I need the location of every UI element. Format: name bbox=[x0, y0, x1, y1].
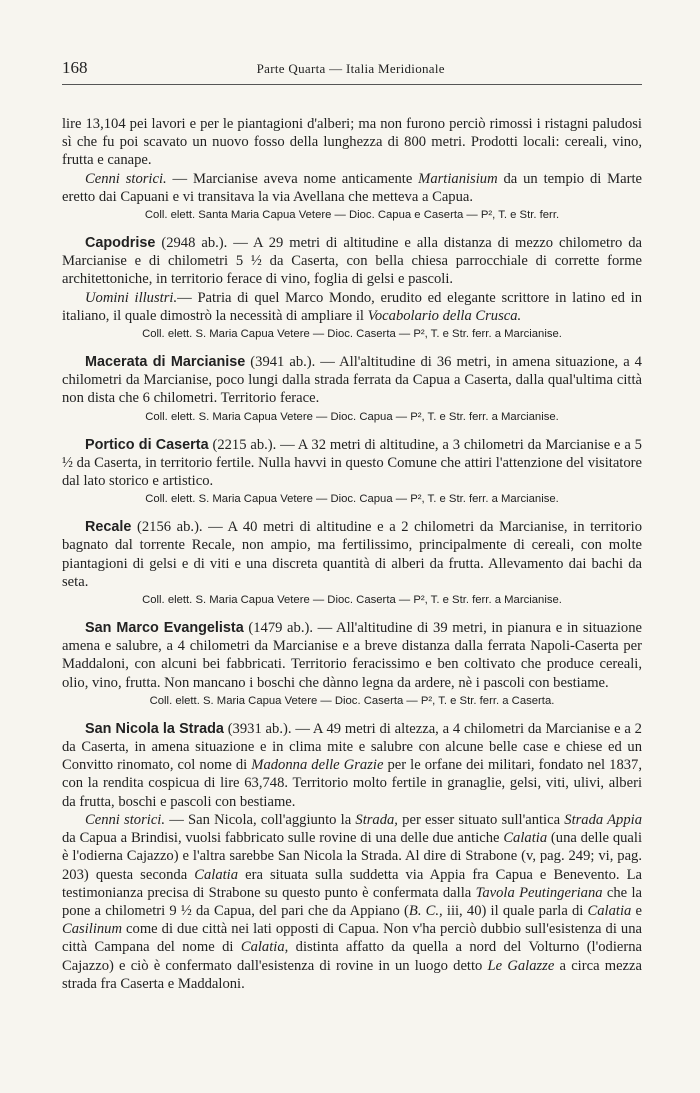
coll-line: Coll. elett. S. Maria Capua Vetere — Dioc. Caserta — P², T. e Str. ferr. a Marcianise. bbox=[142, 328, 562, 341]
entry-title: Capodrise bbox=[85, 235, 156, 252]
entry-title: Macerata di Marcianise bbox=[85, 354, 246, 371]
uomini-illustri-label: Uomini illustri. bbox=[85, 289, 178, 306]
page-header bbox=[62, 58, 642, 85]
entry-title: San Nicola la Strada bbox=[85, 720, 224, 737]
entry-title: Recale bbox=[85, 519, 132, 536]
entry-title: Portico di Caserta bbox=[85, 436, 209, 453]
coll-line: Coll. elett. Santa Maria Capua Vetere — Dioc. Capua e Caserta — P², T. e Str. ferr. bbox=[144, 209, 560, 222]
entry-san-nicola: San Nicola la Strada (3931 ab.). — A 49 metri di altezza, a 4 chilometri da Marcianise e a 2 da Caserta, in amena situazione e in clima mite e salubre con alcune belle case e chiese ed un Convitto rinomato, col nome di Madonna delle Grazie per le orfane dei militari, fondato nel 1837, con la rendita cospicua di lire 63,748. Territorio molto fertile in granaglie, gelsi, viti, ulivi, alberi da frutta, boschi e pascoli con bestiame. Cenni storici. — San Nicola, coll'aggiunto la Strada, per esser situato sull'antica Strada Appia da Capua a Brindisi, vuolsi fabbricato sulle rovine di una delle due antiche Calatia (una delle quali è l'odierna Cajazzo) e l'altra sarebbe San Nicola la Strada. Al dire di Strabone (v, pag. 249; vi, pag. 203) questa seconda Calatia era situata sulla suddetta via Appia fra Capua e Benevento. La testimonianza precisa di Strabone su questo punto è confermata dalla Tavola Peutingeriana che la pone a chilometri 9 ½ da Capua, del pari che da Appiano (B. C., iii, 40) il quale parla di Calatia e Casilinum come di due città nei lati opposti di Capua. Non v'ha perciò dubbio sull'esistenza di una città Campana del nome di Calatia, distinta affatto da quella a nord del Volturno (l'odierna Cajazzo) e ciò è confermato dall'esistenza di rovine in un luogo detto Le Galazze a circa mezza strada fra Caserta e Maddaloni. bbox=[62, 720, 643, 992]
book-page bbox=[62, 58, 642, 993]
running-title: Parte Quarta — Italia Meridionale bbox=[256, 61, 445, 76]
entry-macerata: Macerata di Marcianise (3941 ab.). — All'altitudine di 36 metri, in amena situazione, a 4 chilometri da Marcianise, poco lungi dalla strada ferrata da Capua a Caserta, dalla qual'ultima città non dista che 6 chilometri. Territorio ferace. Coll. elett. S. Maria Capua Vetere — Dioc. Capua — P², T. e Str. ferr. a Marcianise. bbox=[62, 354, 642, 423]
entry-recale: Recale (2156 ab.). — A 40 metri di altitudine e a 2 chilometri da Marcianise, in territorio bagnato dal torrente Recale, non ampio, ma fertilissimo, principalmente di cereali, con molte piantagioni di gelsi e di viti e una discreta quantità di alberi da frutta. Allevamento dai bachi da seta. Coll. elett. S. Maria Capua Vetere — Dioc. Caserta — P², T. e Str. ferr. a Marcianise. bbox=[62, 519, 642, 607]
coll-line: Coll. elett. S. Maria Capua Vetere — Dioc. Capua — P², T. e Str. ferr. a Marcianise. bbox=[145, 410, 559, 423]
cenni-storici-label: Cenni storici. bbox=[85, 170, 167, 187]
entry-title: San Marco Evangelista bbox=[85, 620, 244, 637]
entry-capodrise: Capodrise (2948 ab.). — A 29 metri di altitudine e alla distanza di mezzo chilometro da Marcianise e di chilometri 5 ½ da Caserta, con bella chiesa parrocchiale di corrette forme architettoniche, in territorio ferace di vino, foglia di gelsi e pascoli. Uomini illustri.— Patria di quel Marco Mondo, erudito ed elegante scrittore in latino ed in italiano, il quale dimostrò la necessità di ampliare il Vocabolario della Crusca. Coll. elett. S. Maria Capua Vetere — Dioc. Caserta — P², T. e Str. ferr. a Marcianise. bbox=[62, 235, 642, 341]
intro-paragraph: lire 13,104 pei lavori e per le piantagioni d'alberi; ma non furono perciò rimossi i ristagni paludosi sì che fu poi scavato un nuovo fosso della lunghezza di 800 metri. Prodotti locali: cereali, vino, frutta e canape. bbox=[62, 116, 642, 169]
entry-portico: Portico di Caserta (2215 ab.). — A 32 metri di altitudine, a 3 chilometri da Marcianise e a 5 ½ da Caserta, in territorio fertile. Nulla havvi in questo Comune che attiri l'attenzione del visitatore dal lato storico e artistico. Coll. elett. S. Maria Capua Vetere — Dioc. Capua — P², T. e Str. ferr. a Marcianise. bbox=[62, 436, 642, 506]
coll-line: Coll. elett. S. Maria Capua Vetere — Dioc. Capua — P², T. e Str. ferr. a Marcianise. bbox=[145, 493, 559, 506]
entry-san-marco: San Marco Evangelista (1479 ab.). — All'altitudine di 39 metri, in pianura e in situazione amena e salubre, a 4 chilometri da Marcianise e a breve distanza dalla ferrata Napoli-Caserta per Maddaloni, con alcuni bei fabbricati. Territorio feracissimo e ben coltivato che produce cereali, olio, vino, frutta. Non mancano i boschi che dànno legna da ardere, nè i pascoli con bestiame. Coll. elett. S. Maria Capua Vetere — Dioc. Caserta — P², T. e Str. ferr. a Caserta. bbox=[62, 620, 642, 707]
coll-line: Coll. elett. S. Maria Capua Vetere — Dioc. Caserta — P², T. e Str. ferr. a Caserta. bbox=[149, 694, 555, 707]
intro-cenni-paragraph: Cenni storici. — Marcianise aveva nome anticamente Martianisium da un tempio di Marte eretto dai Capuani e vi transitava la via Avellana che metteva a Capua. bbox=[62, 170, 643, 205]
page-number: 168 bbox=[62, 58, 88, 77]
cenni-storici-label: Cenni storici. bbox=[85, 811, 166, 828]
coll-line: Coll. elett. S. Maria Capua Vetere — Dioc. Caserta — P², T. e Str. ferr. a Marcianise. bbox=[142, 594, 562, 607]
san-nicola-cenni-paragraph: Cenni storici. — San Nicola, coll'aggiunto la Strada, per esser situato sull'antica Strada Appia da Capua a Brindisi, vuolsi fabbricato sulle rovine di una delle due antiche Calatia (una delle quali è l'odierna Cajazzo) e l'altra sarebbe San Nicola la Strada. Al dire di Strabone (v, pag. 249; vi, pag. 203) questa seconda Calatia era situata sulla suddetta via Appia fra Capua e Benevento. La testimonianza precisa di Strabone su questo punto è confermata dalla Tavola Peutingeriana che la pone a chilometri 9 ½ da Capua, del pari che da Appiano (B. C., iii, 40) il quale parla di Calatia e Casilinum come di due città nei lati opposti di Capua. Non v'ha perciò dubbio sull'esistenza di una città Campana del nome di Calatia, distinta affatto da quella a nord del Volturno (l'odierna Cajazzo) e ciò è confermato dall'esistenza di rovine in un luogo detto Le Galazze a circa mezza strada fra Caserta e Maddaloni. bbox=[62, 811, 643, 992]
